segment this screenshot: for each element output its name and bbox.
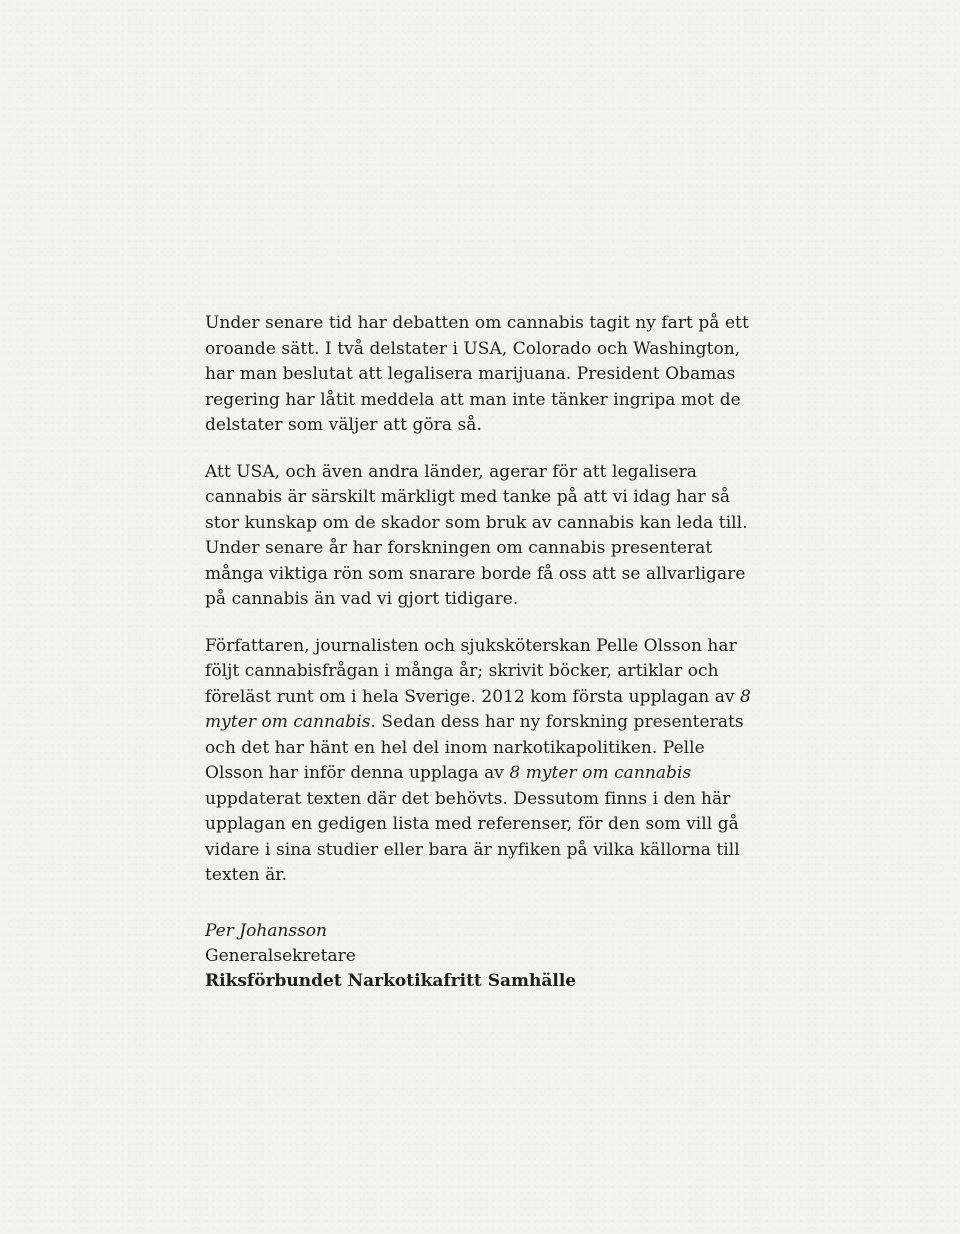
paragraph-author-part3: uppdaterat texten där det behövts. Dessutom finns i den här upplagan en gedigen lista med referenser, för den som vill gå vidare i sina studier eller bara är nyfiken på vilka källorna till texten är. [205,788,740,885]
signature-block [205,919,765,994]
book-title: 8 myter om cannabis [509,763,692,783]
signatory-name: Per Johansson [205,920,327,941]
signatory-title: Generalsekretare [205,945,356,966]
paragraph-author-part1: Författaren, journalisten och sjuksköterskan Pelle Olsson har följt cannabisfrågan i många år; skrivit böcker, artiklar och föreläst runt om i hela Sverige. 2012 kom första upplagan av [205,635,741,707]
paragraph-usa: Att USA, och även andra länder, agerar för att legalisera cannabis är särskilt märkligt med tanke på att vi idag har så stor kunskap om de skador som bruk av cannabis kan leda till. Under senare år har forskningen om cannabis presenterat många viktiga rön som snarare borde få oss att se allvarligare på cannabis än vad vi gjort tidigare. [205,461,748,609]
paragraph-author-part2: . Sedan dess har ny forskning presenterats och det har hänt en hel del inom narkotikapolitiken. Pelle Olsson har inför denna upplaga av [205,712,744,783]
paragraph-intro: Under senare tid har debatten om cannabis tagit ny fart på ett oroande sätt. I två delstater i USA, Colorado och Washington, har man beslutat att legalisera marijuana. President Obamas regering har låtit meddela att man inte tänker ingripa mot de delstater som väljer att göra så. [205,313,749,435]
paragraph-author [205,634,765,889]
organization-name: Riksförbundet Narkotikafritt Samhälle [205,970,577,991]
book-title: 8 myter om cannabis [205,686,751,732]
letter-body [205,311,765,994]
